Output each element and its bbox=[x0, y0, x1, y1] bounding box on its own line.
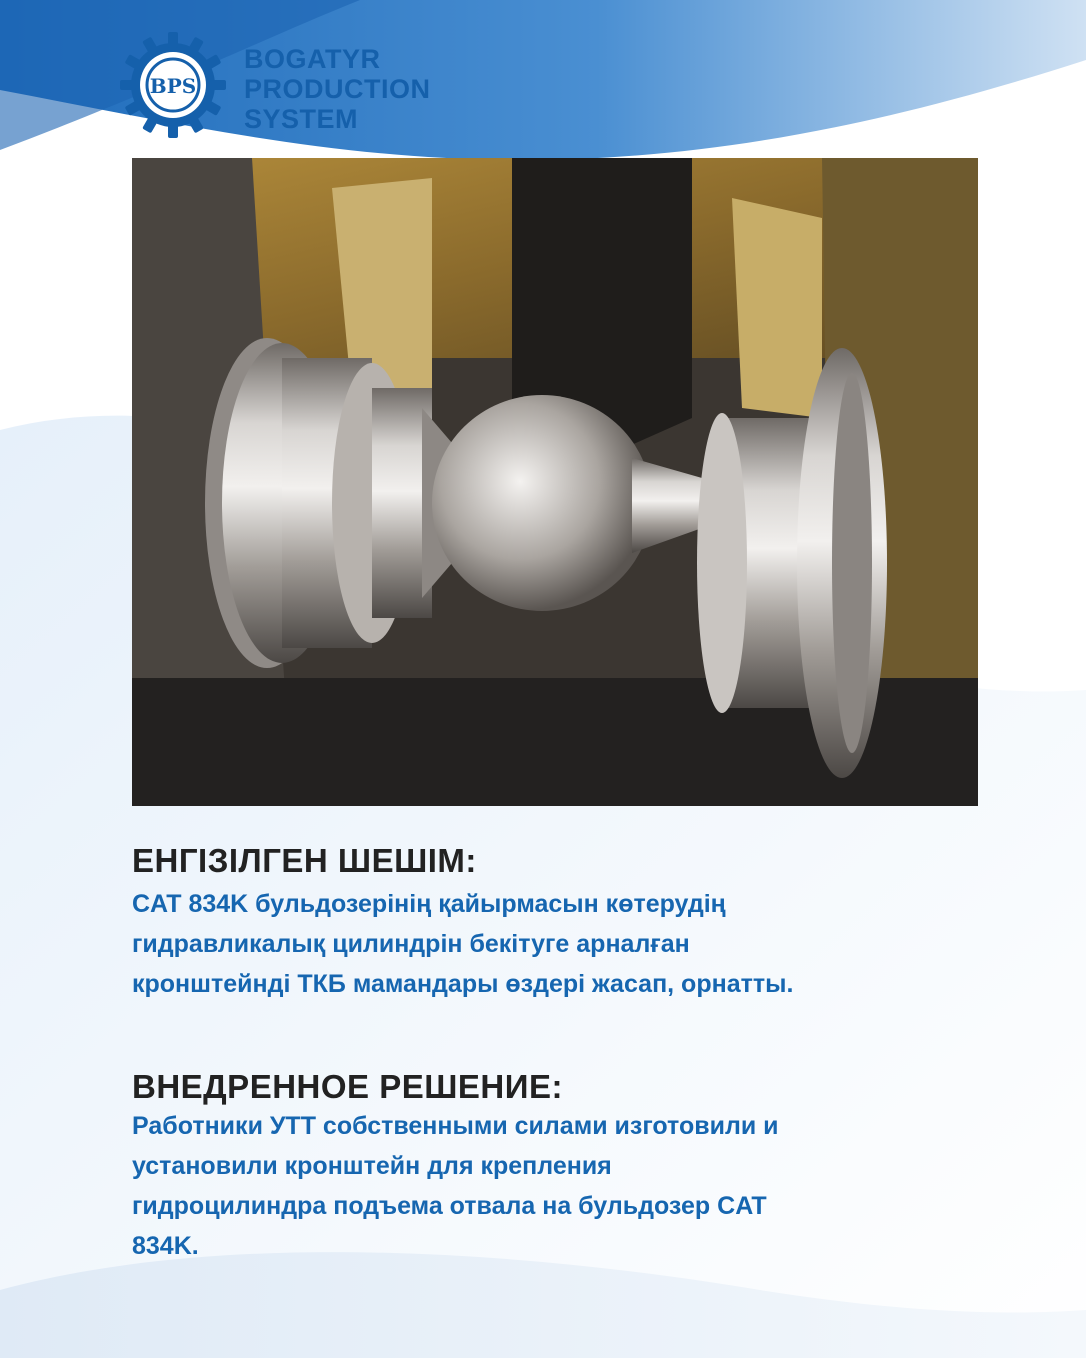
section-body-kk bbox=[132, 884, 952, 1004]
body-line: гидроцилиндра подъема отвала на бульдозер CAT bbox=[132, 1192, 767, 1220]
body-line: установили кронштейн для крепления bbox=[132, 1152, 612, 1180]
section-title-kk: ЕНГІЗІЛГЕН ШЕШІМ: bbox=[132, 842, 477, 879]
section-body-ru bbox=[132, 1106, 952, 1266]
section-title-ru: ВНЕДРЕННОЕ РЕШЕНИЕ: bbox=[132, 1068, 563, 1105]
brand-line-3: SYSTEM bbox=[244, 104, 359, 134]
body-line: 834K. bbox=[132, 1232, 199, 1260]
body-line: кронштейнді ТКБ мамандары өздері жасап, орнатты. bbox=[132, 970, 794, 998]
body-line: CAT 834K бульдозерінің қайырмасын көтерудің bbox=[132, 890, 726, 918]
gear-logo-icon bbox=[118, 30, 228, 140]
body-line: гидравликалық цилиндрін бекітуге арналған bbox=[132, 930, 690, 958]
machined-bracket-photo bbox=[132, 158, 978, 806]
bps-logo bbox=[118, 30, 228, 140]
brand-line-2: PRODUCTION bbox=[244, 74, 431, 104]
brand-name bbox=[244, 44, 431, 134]
body-line: Работники УТТ собственными силами изготовили и bbox=[132, 1112, 779, 1140]
brand-line-1: BOGATYR bbox=[244, 44, 381, 74]
logo-text: BPS bbox=[149, 74, 197, 98]
